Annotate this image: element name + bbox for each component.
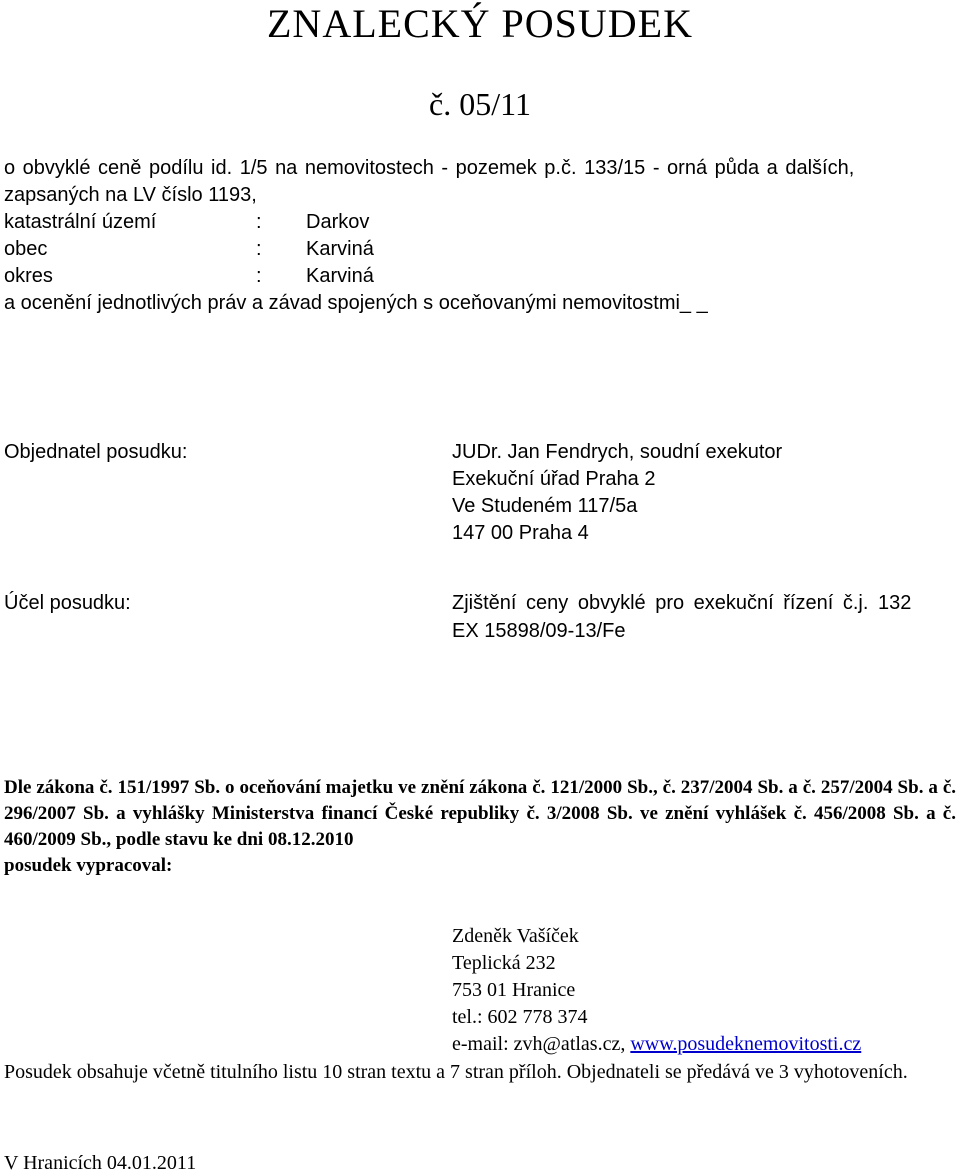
municipality-label: obec — [4, 238, 48, 260]
cadastral-value: Darkov — [306, 211, 370, 233]
purpose-label: Účel posudku: — [4, 592, 131, 614]
client-line-2: Exekuční úřad Praha 2 — [452, 468, 656, 490]
district-label: okres — [4, 265, 53, 287]
client-label: Objednatel posudku: — [4, 441, 188, 463]
author-email: e-mail: zvh@atlas.cz, — [452, 1033, 631, 1055]
district-row — [4, 263, 956, 290]
author-block — [452, 923, 861, 1058]
subject-description — [4, 155, 956, 317]
website-link[interactable]: www.posudeknemovitosti.cz — [630, 1033, 862, 1055]
purpose-line-1: Zjištění ceny obvyklé pro exekuční řízení č.j. 132 — [452, 592, 912, 614]
purpose-block — [452, 590, 956, 646]
author-phone: tel.: 602 778 374 — [452, 1006, 588, 1028]
document-date: V Hranicích 04.01.2011 — [4, 1152, 197, 1174]
purpose-line-2: EX 15898/09-13/Fe — [452, 620, 626, 642]
municipality-value: Karviná — [306, 238, 374, 260]
document-title: ZNALECKÝ POSUDEK — [267, 1, 693, 46]
municipality-colon: : — [256, 238, 262, 260]
legal-basis-text: Dle zákona č. 151/1997 Sb. o oceňování majetku ve znění zákona č. 121/2000 Sb., č. 237/2004 Sb. a č. 257/2004 Sb. a č. 296/2007 Sb. a vyhlášky Ministerstva financí České republiky č. 3/2008 Sb. ve znění vyhlášek č. 456/2008 Sb. a č. 460/2009 Sb., podle stavu ke dni 08.12.2010 — [4, 777, 956, 850]
author-city: 753 01 Hranice — [452, 979, 576, 1001]
subject-line-2: zapsaných na LV číslo 1193, — [4, 184, 257, 206]
page-count-note: Posudek obsahuje včetně titulního listu 10 stran textu a 7 stran příloh. Objednateli se předává ve 3 vyhotoveních. — [4, 1061, 908, 1083]
municipality-row — [4, 236, 956, 263]
document-number: č. 05/11 — [429, 86, 531, 122]
author-contact — [452, 1031, 861, 1058]
legal-basis — [4, 775, 956, 879]
client-line-4: 147 00 Praha 4 — [452, 522, 589, 544]
subject-line-1: o obvyklé ceně podílu id. 1/5 na nemovitostech - pozemek p.č. 133/15 - orná půda a dalších, — [4, 157, 855, 179]
author-street: Teplická 232 — [452, 952, 556, 974]
cadastral-row — [4, 209, 956, 236]
author-name: Zdeněk Vašíček — [452, 925, 579, 947]
cadastral-label: katastrální území — [4, 211, 157, 233]
client-block — [452, 439, 782, 547]
district-colon: : — [256, 265, 262, 287]
client-line-1: JUDr. Jan Fendrych, soudní exekutor — [452, 441, 783, 463]
author-label: posudek vypracoval: — [4, 855, 173, 876]
cadastral-colon: : — [256, 211, 262, 233]
client-line-3: Ve Studeném 117/5a — [452, 495, 638, 517]
subject-line-last: a ocenění jednotlivých práv a závad spojených s oceňovanými nemovitostmi_ _ — [4, 292, 708, 314]
district-value: Karviná — [306, 265, 374, 287]
